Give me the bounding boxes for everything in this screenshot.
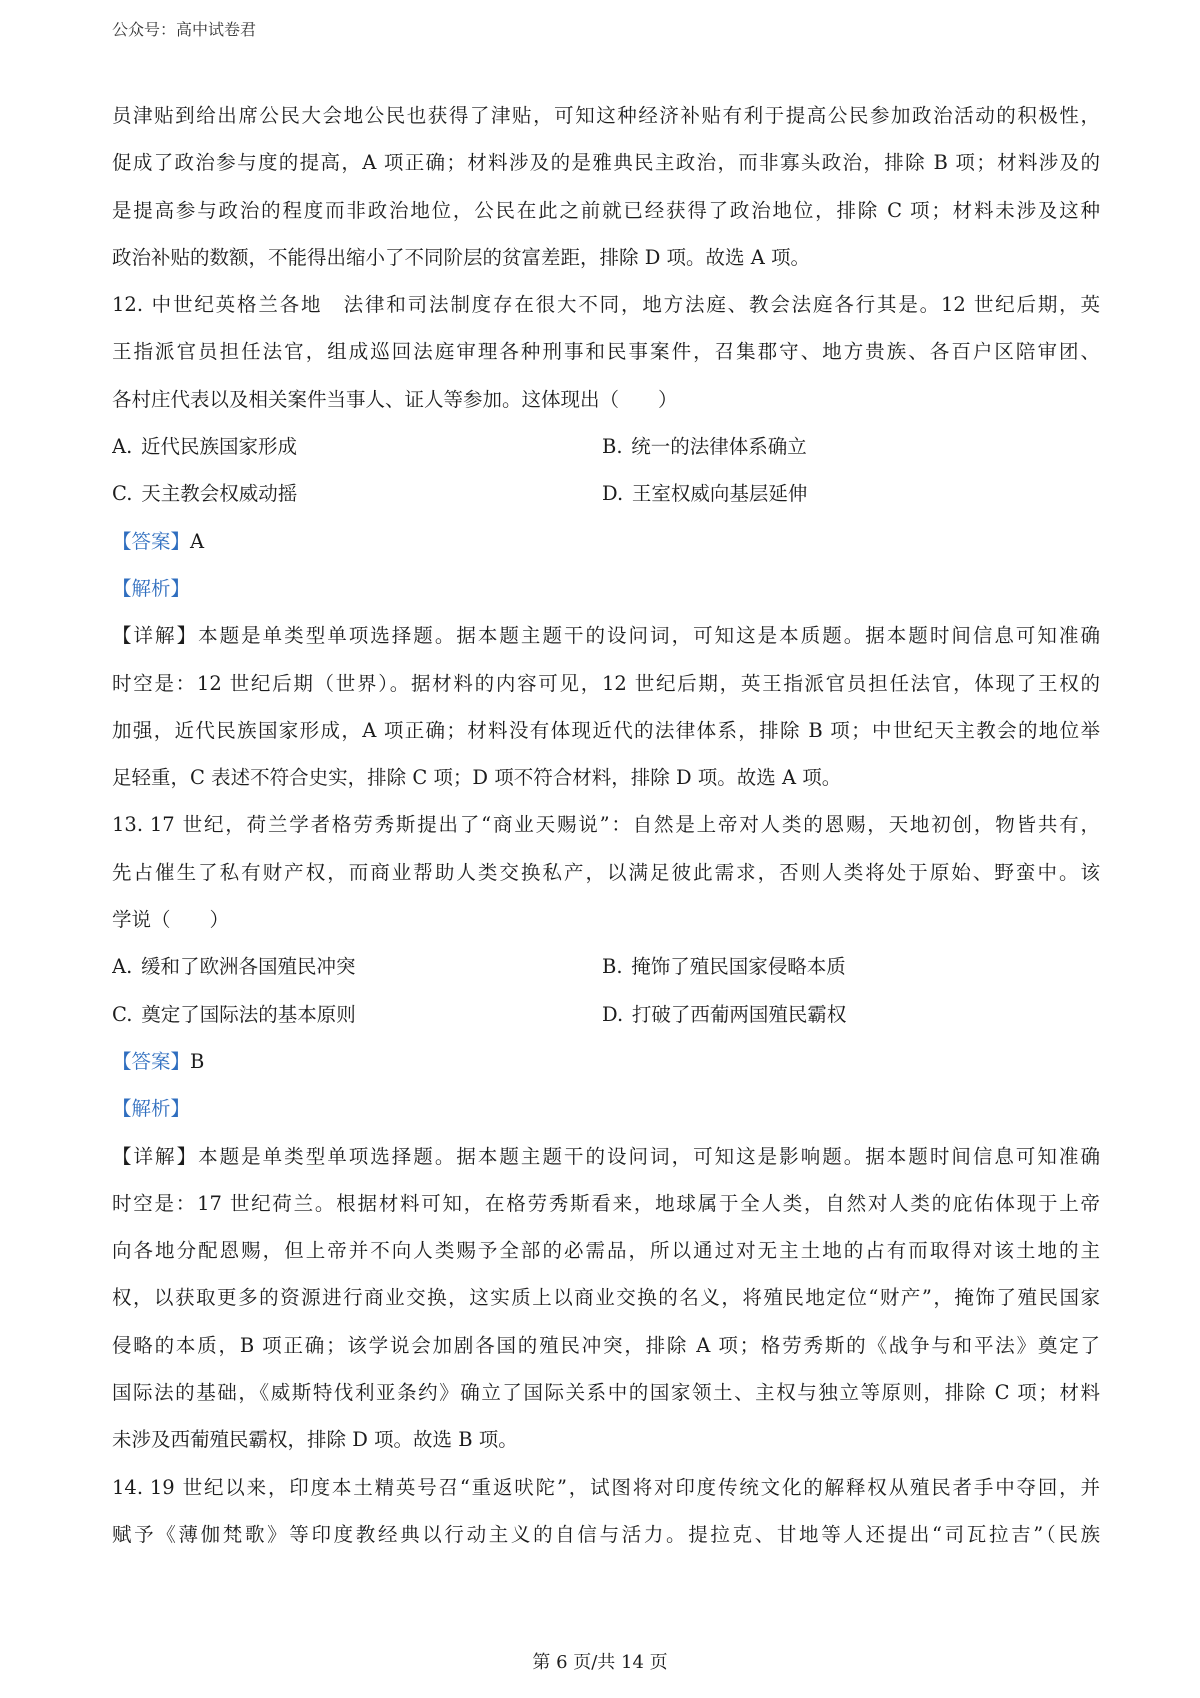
detail-line [112, 1133, 1100, 1180]
option-text: 王室权威向基层延伸 [631, 482, 808, 506]
option-d [602, 470, 1092, 517]
question-stem-line [112, 281, 1100, 328]
page-content [112, 92, 1100, 1558]
analysis-label: 【解析】 [112, 1097, 191, 1121]
option-text: 统一的法律体系确立 [631, 435, 807, 459]
detail-line: 侵略的本质，B 项正确；该学说会加剧各国的殖民冲突，排除 A 项；格劳秀斯的《战争与和平法》奠定了 [112, 1333, 1100, 1357]
detail-label: 【详解】 [112, 624, 199, 648]
analysis-line [112, 565, 1100, 612]
options-row [112, 943, 1100, 990]
detail-line: 时空是：12 世纪后期（世界）。据材料的内容可见，12 世纪后期，英王指派官员担任法官，体现了王权的 [112, 671, 1100, 695]
option-letter: B. [602, 955, 623, 979]
option-b [602, 423, 1092, 470]
page-header-source: 公众号：高中试卷君 [112, 20, 257, 39]
option-letter: B. [602, 435, 623, 459]
option-letter: C. [112, 1002, 133, 1026]
analysis-label: 【解析】 [112, 576, 191, 600]
question-number: 13. [112, 813, 144, 837]
question-stem-line: 王指派官员担任法官，组成巡回法庭审理各种刑事和民事案件，召集郡守、地方贵族、各百户区陪审团、 [112, 340, 1100, 364]
detail-line: 权，以获取更多的资源进行商业交换，这实质上以商业交换的名义，将殖民地定位“财产”，掩饰了殖民国家 [112, 1286, 1100, 1310]
text-line: 是提高参与政治的程度而非政治地位，公民在此之前就已经获得了政治地位，排除 C 项；材料未涉及这种 [112, 198, 1100, 222]
answer-line [112, 518, 1100, 565]
analysis-line [112, 1085, 1100, 1132]
option-letter: D. [602, 482, 624, 506]
text-line: 政治补贴的数额，不能得出缩小了不同阶层的贫富差距，排除 D 项。故选 A 项。 [112, 245, 811, 269]
answer-label: 【答案】 [112, 529, 191, 553]
option-a [112, 943, 602, 990]
detail-line: 足轻重，C 表述不符合史实，排除 C 项；D 项不符合材料，排除 D 项。故选 A 项。 [112, 766, 842, 790]
answer-value: A [190, 529, 205, 553]
option-letter: C. [112, 482, 133, 506]
detail-text: 本题是单类型单项选择题。据本题主题干的设问词，可知这是影响题。据本题时间信息可知准确 [198, 1144, 1100, 1168]
option-text: 奠定了国际法的基本原则 [141, 1002, 356, 1026]
option-c [112, 470, 602, 517]
option-text: 近代民族国家形成 [141, 435, 298, 459]
option-text: 打破了西葡两国殖民霸权 [631, 1002, 847, 1026]
options-row [112, 423, 1100, 470]
option-d [602, 991, 1092, 1038]
option-a [112, 423, 602, 470]
detail-line: 时空是：17 世纪荷兰。根据材料可知，在格劳秀斯看来，地球属于全人类，自然对人类的庇佑体现于上帝 [112, 1191, 1100, 1215]
detail-line: 国际法的基础，《威斯特伐利亚条约》确立了国际关系中的国家领土、主权与独立等原则，排除 C 项；材料 [112, 1381, 1100, 1405]
option-text: 缓和了欧洲各国殖民冲突 [141, 955, 356, 979]
option-text: 天主教会权威动摇 [141, 482, 298, 506]
option-text: 掩饰了殖民国家侵略本质 [631, 955, 846, 979]
page-number-footer: 第 6 页/共 14 页 [532, 1652, 668, 1673]
option-letter: A. [112, 955, 133, 979]
question-stem-line: 学说（ ） [112, 908, 230, 932]
detail-line [112, 612, 1100, 659]
option-c [112, 991, 602, 1038]
text-line: 促成了政治参与度的提高，A 项正确；材料涉及的是雅典民主政治，而非寡头政治，排除 B 项；材料涉及的 [112, 151, 1100, 175]
question-stem-line: 赋予《薄伽梵歌》等印度教经典以行动主义的自信与活力。提拉克、甘地等人还提出“司瓦拉吉”（民族 [112, 1522, 1100, 1546]
answer-value: B [190, 1049, 205, 1073]
question-stem-line [112, 1464, 1100, 1511]
detail-text: 本题是单类型单项选择题。据本题主题干的设问词，可知这是本质题。据本题时间信息可知准确 [198, 624, 1100, 648]
question-number: 12. [112, 293, 144, 317]
detail-label: 【详解】 [112, 1144, 199, 1168]
detail-line: 未涉及西葡殖民霸权，排除 D 项。故选 B 项。 [112, 1428, 518, 1452]
option-letter: A. [112, 435, 133, 459]
options-row [112, 470, 1100, 517]
question-stem-line: 各村庄代表以及相关案件当事人、证人等参加。这体现出（ ） [112, 387, 678, 411]
question-stem-text: 17 世纪，荷兰学者格劳秀斯提出了“商业天赐说”：自然是上帝对人类的恩赐，天地初创，物皆共有， [149, 813, 1100, 837]
options-row [112, 991, 1100, 1038]
option-b [602, 943, 1092, 990]
detail-line: 向各地分配恩赐，但上帝并不向人类赐予全部的必需品，所以通过对无主土地的占有而取得对该土地的主 [112, 1239, 1100, 1263]
answer-line [112, 1038, 1100, 1085]
detail-line: 加强，近代民族国家形成，A 项正确；材料没有体现近代的法律体系，排除 B 项；中世纪天主教会的地位举 [112, 718, 1100, 742]
question-stem-line [112, 801, 1100, 848]
question-stem-text: 中世纪英格兰各地 法律和司法制度存在很大不同，地方法庭、教会法庭各行其是。12 世纪后期，英 [149, 293, 1100, 317]
option-letter: D. [602, 1002, 624, 1026]
question-number: 14. [112, 1475, 144, 1499]
question-stem-line: 先占催生了私有财产权，而商业帮助人类交换私产，以满足彼此需求，否则人类将处于原始、野蛮中。该 [112, 860, 1100, 884]
answer-label: 【答案】 [112, 1049, 191, 1073]
text-line: 员津贴到给出席公民大会地公民也获得了津贴，可知这种经济补贴有利于提高公民参加政治活动的积极性， [112, 104, 1100, 127]
question-stem-text: 19 世纪以来，印度本土精英号召“重返吠陀”，试图将对印度传统文化的解释权从殖民者手中夺回，并 [149, 1475, 1100, 1499]
